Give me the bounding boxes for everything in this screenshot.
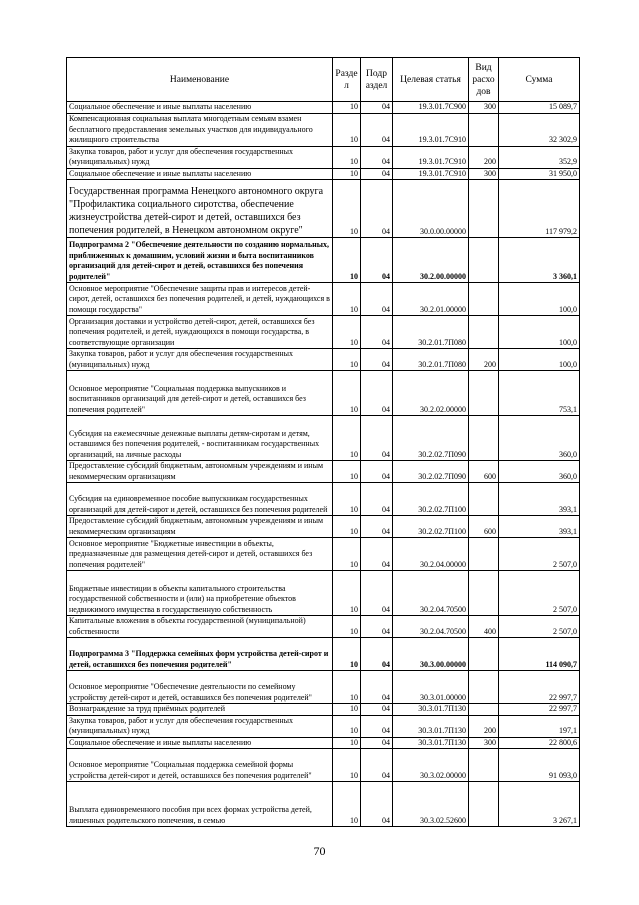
row-target-cell: 30.2.02.00000 — [393, 371, 469, 416]
row-name-cell: Закупка товаров, работ и услуг для обеспечения государственных (муниципальных) нужд — [67, 715, 333, 737]
row-razdel-cell: 10 — [333, 461, 361, 483]
row-sum-cell: 22 997,7 — [499, 704, 580, 716]
row-sum-cell: 22 800,6 — [499, 737, 580, 749]
row-vid-cell — [469, 316, 499, 349]
row-name-cell: Субсидия на единовременное пособие выпускникам государственных организаций для детей-сирот и детей, оставшихся без попечения родителей — [67, 483, 333, 516]
table-row — [67, 238, 580, 283]
row-razdel-cell: 10 — [333, 737, 361, 749]
row-target-cell: 30.3.02.00000 — [393, 749, 469, 782]
row-razdel-cell: 10 — [333, 782, 361, 827]
row-vid-cell: 300 — [469, 168, 499, 180]
header-name: Наименование — [67, 58, 333, 102]
row-vid-cell: 300 — [469, 737, 499, 749]
row-razdel-cell: 10 — [333, 316, 361, 349]
row-sum-cell: 753,1 — [499, 371, 580, 416]
row-sum-cell: 360,0 — [499, 461, 580, 483]
row-sum-cell: 360,0 — [499, 416, 580, 461]
header-sum: Сумма — [499, 58, 580, 102]
row-razdel-cell: 10 — [333, 416, 361, 461]
row-vid-cell: 600 — [469, 516, 499, 538]
row-vid-cell — [469, 416, 499, 461]
row-vid-cell: 300 — [469, 102, 499, 114]
budget-table — [66, 57, 580, 827]
row-podrazdel-cell: 04 — [361, 704, 393, 716]
row-name-cell: Социальное обеспечение и иные выплаты населению — [67, 168, 333, 180]
row-vid-cell — [469, 571, 499, 616]
row-vid-cell — [469, 538, 499, 571]
table-row — [67, 704, 580, 716]
row-razdel-cell: 10 — [333, 113, 361, 146]
row-target-cell: 30.2.04.00000 — [393, 538, 469, 571]
table-row — [67, 180, 580, 238]
row-vid-cell — [469, 283, 499, 316]
row-target-cell: 30.2.04.70500 — [393, 571, 469, 616]
row-sum-cell: 15 089,7 — [499, 102, 580, 114]
row-target-cell: 19.3.01.7С910 — [393, 168, 469, 180]
row-target-cell: 30.2.01.00000 — [393, 283, 469, 316]
table-row — [67, 516, 580, 538]
row-podrazdel-cell: 04 — [361, 113, 393, 146]
row-podrazdel-cell: 04 — [361, 616, 393, 638]
row-podrazdel-cell: 04 — [361, 180, 393, 238]
row-target-cell: 19.3.01.7С910 — [393, 146, 469, 168]
row-razdel-cell: 10 — [333, 483, 361, 516]
table-row — [67, 349, 580, 371]
row-name-cell: Компенсационная социальная выплата многодетным семьям взамен бесплатного предоставления земельных участков для индивидуального жилищного строительства — [67, 113, 333, 146]
row-sum-cell: 22 997,7 — [499, 671, 580, 704]
table-row — [67, 749, 580, 782]
row-name-cell: Вознаграждение за труд приёмных родителей — [67, 704, 333, 716]
row-podrazdel-cell: 04 — [361, 283, 393, 316]
row-sum-cell: 91 093,0 — [499, 749, 580, 782]
row-vid-cell — [469, 180, 499, 238]
row-name-cell: Подпрограмма 3 "Поддержка семейных форм устройства детей-сирот и детей, оставшихся без попечения родителей" — [67, 638, 333, 671]
table-row — [67, 616, 580, 638]
row-sum-cell: 2 507,0 — [499, 571, 580, 616]
row-name-cell: Организация доставки и устройство детей-сирот, детей, оставшихся без попечения родителей, и детей, нуждающихся в помощи государства, в соответствующие организации — [67, 316, 333, 349]
row-target-cell: 30.2.02.7П090 — [393, 461, 469, 483]
row-podrazdel-cell: 04 — [361, 749, 393, 782]
row-razdel-cell: 10 — [333, 168, 361, 180]
row-vid-cell: 600 — [469, 461, 499, 483]
row-podrazdel-cell: 04 — [361, 715, 393, 737]
table-row — [67, 737, 580, 749]
row-sum-cell: 393,1 — [499, 516, 580, 538]
table-row — [67, 671, 580, 704]
row-target-cell: 30.3.01.7П130 — [393, 715, 469, 737]
row-vid-cell — [469, 671, 499, 704]
row-target-cell: 30.3.01.00000 — [393, 671, 469, 704]
row-vid-cell: 400 — [469, 616, 499, 638]
row-name-cell: Закупка товаров, работ и услуг для обеспечения государственных (муниципальных) нужд — [67, 349, 333, 371]
table-row — [67, 416, 580, 461]
header-razdel: Разде л — [333, 58, 361, 102]
row-vid-cell: 200 — [469, 146, 499, 168]
row-podrazdel-cell: 04 — [361, 168, 393, 180]
row-name-cell: Капитальные вложения в объекты государственной (муниципальной) собственности — [67, 616, 333, 638]
row-razdel-cell: 10 — [333, 146, 361, 168]
row-razdel-cell: 10 — [333, 704, 361, 716]
row-target-cell: 30.2.04.70500 — [393, 616, 469, 638]
row-razdel-cell: 10 — [333, 715, 361, 737]
table-row — [67, 782, 580, 827]
row-vid-cell — [469, 371, 499, 416]
row-name-cell: Предоставление субсидий бюджетным, автономным учреждениям и иным некоммерческим организациям — [67, 461, 333, 483]
row-target-cell: 30.3.00.00000 — [393, 638, 469, 671]
table-row — [67, 146, 580, 168]
row-target-cell: 30.3.01.7П130 — [393, 737, 469, 749]
row-razdel-cell: 10 — [333, 371, 361, 416]
row-sum-cell: 2 507,0 — [499, 616, 580, 638]
table-row — [67, 571, 580, 616]
row-name-cell: Социальное обеспечение и иные выплаты населению — [67, 102, 333, 114]
row-podrazdel-cell: 04 — [361, 238, 393, 283]
row-sum-cell: 3 360,1 — [499, 238, 580, 283]
row-vid-cell: 200 — [469, 715, 499, 737]
row-sum-cell: 31 950,0 — [499, 168, 580, 180]
table-row — [67, 638, 580, 671]
row-target-cell: 30.3.01.7П130 — [393, 704, 469, 716]
row-podrazdel-cell: 04 — [361, 571, 393, 616]
row-vid-cell — [469, 483, 499, 516]
row-sum-cell: 32 302,9 — [499, 113, 580, 146]
row-target-cell: 30.2.00.00000 — [393, 238, 469, 283]
row-sum-cell: 197,1 — [499, 715, 580, 737]
row-name-cell: Основное мероприятие "Обеспечение защиты прав и интересов детей-сирот, детей, оставшихся без попечения родителей, и детей, нуждающихся в помощи государства" — [67, 283, 333, 316]
row-podrazdel-cell: 04 — [361, 461, 393, 483]
row-razdel-cell: 10 — [333, 238, 361, 283]
row-podrazdel-cell: 04 — [361, 371, 393, 416]
row-razdel-cell: 10 — [333, 180, 361, 238]
row-podrazdel-cell: 04 — [361, 538, 393, 571]
row-target-cell: 19.3.01.7С910 — [393, 113, 469, 146]
row-target-cell: 30.3.02.52600 — [393, 782, 469, 827]
row-podrazdel-cell: 04 — [361, 146, 393, 168]
row-target-cell: 30.2.02.7П100 — [393, 483, 469, 516]
table-row — [67, 316, 580, 349]
row-vid-cell: 200 — [469, 349, 499, 371]
row-target-cell: 30.2.01.7П080 — [393, 316, 469, 349]
row-vid-cell — [469, 238, 499, 283]
row-podrazdel-cell: 04 — [361, 516, 393, 538]
row-razdel-cell: 10 — [333, 516, 361, 538]
table-row — [67, 461, 580, 483]
table-row — [67, 483, 580, 516]
header-target: Целевая статья — [393, 58, 469, 102]
row-podrazdel-cell: 04 — [361, 782, 393, 827]
row-razdel-cell: 10 — [333, 671, 361, 704]
table-row — [67, 538, 580, 571]
row-podrazdel-cell: 04 — [361, 671, 393, 704]
row-target-cell: 30.2.01.7П080 — [393, 349, 469, 371]
row-podrazdel-cell: 04 — [361, 638, 393, 671]
row-target-cell: 30.2.02.7П090 — [393, 416, 469, 461]
row-podrazdel-cell: 04 — [361, 737, 393, 749]
row-sum-cell: 393,1 — [499, 483, 580, 516]
header-podrazdel: Подр аздел — [361, 58, 393, 102]
row-razdel-cell: 10 — [333, 749, 361, 782]
row-razdel-cell: 10 — [333, 638, 361, 671]
table-header-row — [67, 58, 580, 102]
row-sum-cell: 352,9 — [499, 146, 580, 168]
row-name-cell: Социальное обеспечение и иные выплаты населению — [67, 737, 333, 749]
table-row — [67, 113, 580, 146]
row-name-cell: Закупка товаров, работ и услуг для обеспечения государственных (муниципальных) нужд — [67, 146, 333, 168]
row-sum-cell: 2 507,0 — [499, 538, 580, 571]
row-podrazdel-cell: 04 — [361, 416, 393, 461]
row-podrazdel-cell: 04 — [361, 349, 393, 371]
row-vid-cell — [469, 704, 499, 716]
row-vid-cell — [469, 782, 499, 827]
row-name-cell: Основное мероприятие "Социальная поддержка семейной формы устройства детей-сирот и детей, оставшихся без попечения родителей" — [67, 749, 333, 782]
table-row — [67, 371, 580, 416]
row-name-cell: Основное мероприятие "Социальная поддержка выпускников и воспитанников организаций для детей-сирот и детей, оставшихся без попечения родителей" — [67, 371, 333, 416]
row-name-cell: Предоставление субсидий бюджетным, автономным учреждениям и иным некоммерческим организациям — [67, 516, 333, 538]
row-sum-cell: 117 979,2 — [499, 180, 580, 238]
table-row — [67, 283, 580, 316]
row-vid-cell — [469, 749, 499, 782]
row-target-cell: 19.3.01.7С900 — [393, 102, 469, 114]
row-podrazdel-cell: 04 — [361, 483, 393, 516]
table-row — [67, 168, 580, 180]
row-target-cell: 30.2.02.7П100 — [393, 516, 469, 538]
row-name-cell: Основное мероприятие "Обеспечение деятельности по семейному устройству детей-сирот и детей, оставшихся без попечения родителей" — [67, 671, 333, 704]
row-razdel-cell: 10 — [333, 616, 361, 638]
page-number: 70 — [313, 844, 326, 858]
row-vid-cell — [469, 113, 499, 146]
row-razdel-cell: 10 — [333, 571, 361, 616]
table-row — [67, 102, 580, 114]
row-razdel-cell: 10 — [333, 538, 361, 571]
row-name-cell: Подпрограмма 2 "Обеспечение деятельности по созданию нормальных, приближенных к домашним, условий жизни и быта воспитанников организаций для детей-сирот и детей, оставшихся без попечения родителей" — [67, 238, 333, 283]
row-name-cell: Выплата единовременного пособия при всех формах устройства детей, лишенных родительского попечения, в семью — [67, 782, 333, 827]
row-sum-cell: 100,0 — [499, 283, 580, 316]
row-target-cell: 30.0.00.00000 — [393, 180, 469, 238]
row-name-cell: Государственная программа Ненецкого автономного округа "Профилактика социального сиротства, обеспечение жизнеустройства детей-сирот и детей, оставшихся без попечения родителей, в Ненецком автономном округе" — [67, 180, 333, 238]
row-name-cell: Субсидия на ежемесячные денежные выплаты детям-сиротам и детям, оставшимся без попечения родителей, - воспитанникам государственных организаций, на личные расходы — [67, 416, 333, 461]
row-sum-cell: 114 090,7 — [499, 638, 580, 671]
row-sum-cell: 100,0 — [499, 349, 580, 371]
row-razdel-cell: 10 — [333, 102, 361, 114]
row-name-cell: Бюджетные инвестиции в объекты капитального строительства государственной собственности и (или) на приобретение объектов недвижимого имущества в государственную собственность — [67, 571, 333, 616]
row-name-cell: Основное мероприятие "Бюджетные инвестиции в объекты, предназначенные для размещения детей-сирот и детей, оставшихся без попечения родителей" — [67, 538, 333, 571]
row-podrazdel-cell: 04 — [361, 102, 393, 114]
row-razdel-cell: 10 — [333, 283, 361, 316]
row-vid-cell — [469, 638, 499, 671]
row-sum-cell: 3 267,1 — [499, 782, 580, 827]
row-podrazdel-cell: 04 — [361, 316, 393, 349]
header-vid: Вид расхо дов — [469, 58, 499, 102]
row-razdel-cell: 10 — [333, 349, 361, 371]
table-row — [67, 715, 580, 737]
row-sum-cell: 100,0 — [499, 316, 580, 349]
